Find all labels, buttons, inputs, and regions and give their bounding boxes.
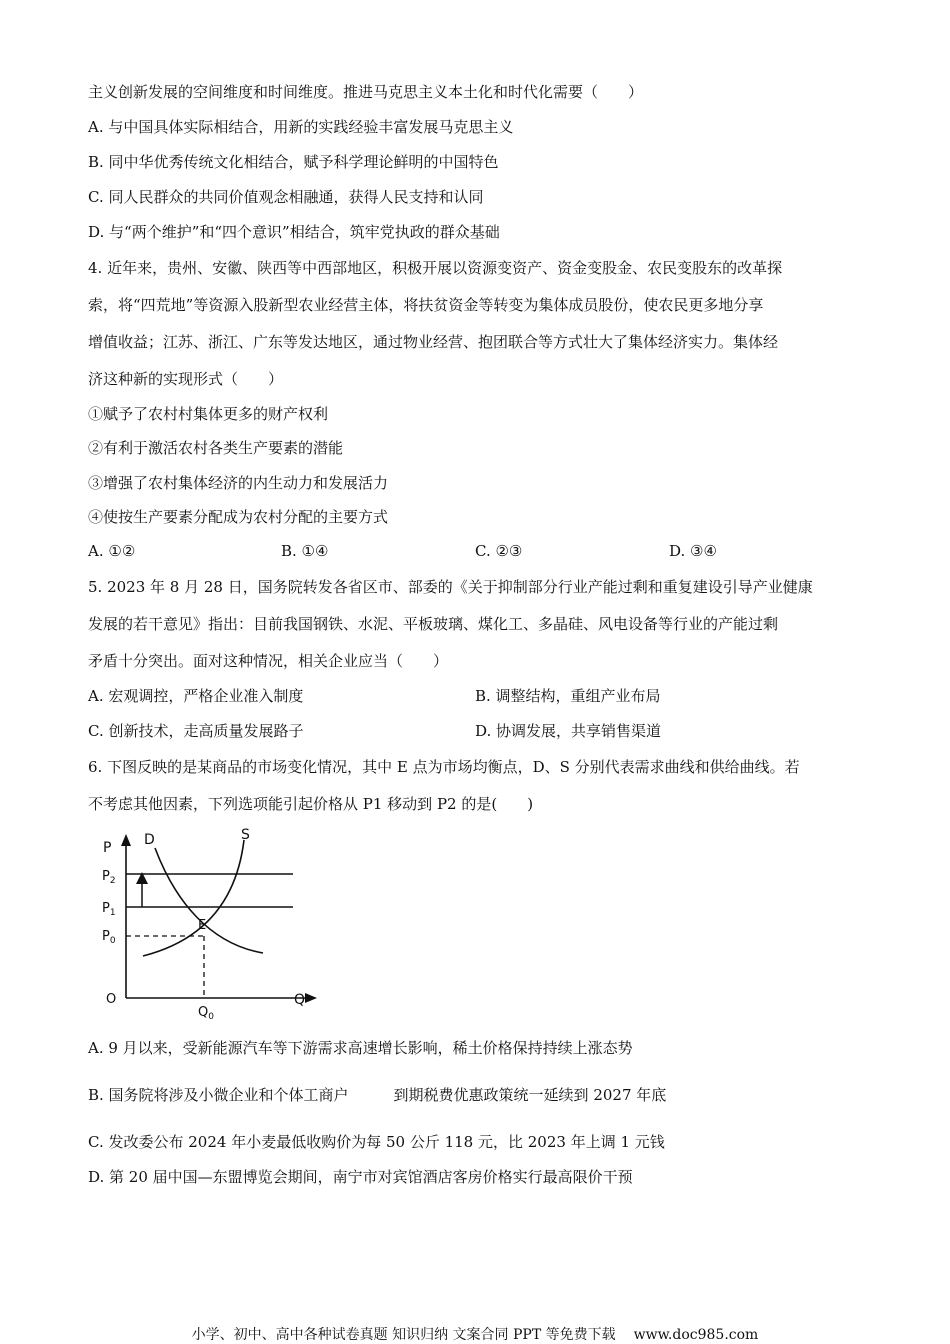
q3-stem-tail: 主义创新发展的空间维度和时间维度。推进马克思主义本土化和时代化需要（ ） [88,83,644,101]
q4-option-b: B. ①④ [281,542,329,560]
quantity-axis-arrow-icon [305,993,317,1003]
price-axis-label: P [103,840,112,856]
demand-curve [155,848,263,953]
q0-label: $Q_0$ [198,1005,214,1022]
q6-option-b: B. 国务院将涉及小微企业和个体工商户 到期税费优惠政策统一延续到 2027 年底 [88,1086,667,1104]
q5-stem-line-3: 矛盾十分突出。面对这种情况，相关企业应当（ ） [88,652,449,670]
q4-option-c: C. ②③ [475,542,523,560]
q3-option-a: A. 与中国具体实际相结合，用新的实践经验丰富发展马克思主义 [88,118,514,136]
q4-stem-line-3: 增值收益；江苏、浙江、广东等发达地区，通过物业经营、抱团联合等方式壮大了集体经济实力。集体经 [88,333,779,351]
q4-statement-3: ③增强了农村集体经济的内生动力和发展活力 [88,474,389,492]
q5-option-c: C. 创新技术，走高质量发展路子 [88,722,304,740]
q6-option-a: A. 9 月以来，受新能源汽车等下游需求高速增长影响，稀土价格保持持续上涨态势 [88,1039,633,1057]
q5-option-d: D. 协调发展，共享销售渠道 [475,722,662,740]
footer-site-link[interactable]: www.doc985.com [633,1327,759,1343]
q5-option-a: A. 宏观调控，严格企业准入制度 [88,687,304,705]
q3-option-b: B. 同中华优秀传统文化相结合，赋予科学理论鲜明的中国特色 [88,153,499,171]
footer-text: 小学、初中、高中各种试卷真题 知识归纳 文案合同 PPT 等免费下载 [191,1327,616,1343]
p1-label: $P_1$ [102,901,116,918]
q3-option-d: D. 与“两个维护”和“四个意识”相结合，筑牢党执政的群众基础 [88,223,500,241]
p2-label: $P_2$ [102,869,116,886]
q4-stem-line-2: 索，将“四荒地”等资源入股新型农业经营主体，将扶贫资金等转变为集体成员股份，使农民更多地分享 [88,296,764,314]
page-footer [0,1324,950,1344]
equilibrium-label: E [198,918,207,933]
q5-stem-line-1: 5. 2023 年 8 月 28 日，国务院转发各省区市、部委的《关于抑制部分行业产能过剩和重复建设引导产业健康 [88,578,813,596]
q6-option-c: C. 发改委公布 2024 年小麦最低收购价为每 50 公斤 118 元，比 2023 年上调 1 元钱 [88,1133,665,1151]
q6-stem-line-1: 6. 下图反映的是某商品的市场变化情况，其中 E 点为市场均衡点，D、S 分别代表需求曲线和供给曲线。若 [88,758,800,776]
q5-stem-line-2: 发展的若干意见》指出：目前我国钢铁、水泥、平板玻璃、煤化工、多晶硅、风电设备等行业的产能过剩 [88,615,779,633]
supply-label: S [241,827,250,843]
q4-stem-line-1: 4. 近年来，贵州、安徽、陕西等中西部地区，积极开展以资源变资产、资金变股金、农民变股东的改革探 [88,259,783,277]
price-axis-arrow-icon [121,834,131,846]
demand-label: D [144,832,155,848]
q4-statement-1: ①赋予了农村村集体更多的财产权利 [88,405,329,423]
q4-option-a: A. ①② [88,542,136,560]
quantity-axis-label: Q [294,992,306,1008]
q4-statement-2: ②有利于激活农村各类生产要素的潜能 [88,439,344,457]
q4-option-d: D. ③④ [669,542,717,560]
p0-label: $P_0$ [102,929,116,946]
supply-demand-graph [95,826,335,1026]
q6-stem-line-2: 不考虑其他因素，下列选项能引起价格从 P1 移动到 P2 的是( ) [88,795,534,813]
q6-option-d: D. 第 20 届中国—东盟博览会期间，南宁市对宾馆酒店客房价格实行最高限价干预 [88,1168,633,1186]
q3-option-c: C. 同人民群众的共同价值观念相融通，获得人民支持和认同 [88,188,484,206]
origin-label: O [106,992,117,1007]
q4-stem-line-4: 济这种新的实现形式（ ） [88,370,284,388]
q5-option-b: B. 调整结构，重组产业布局 [475,687,661,705]
q4-statement-4: ④使按生产要素分配成为农村分配的主要方式 [88,508,389,526]
